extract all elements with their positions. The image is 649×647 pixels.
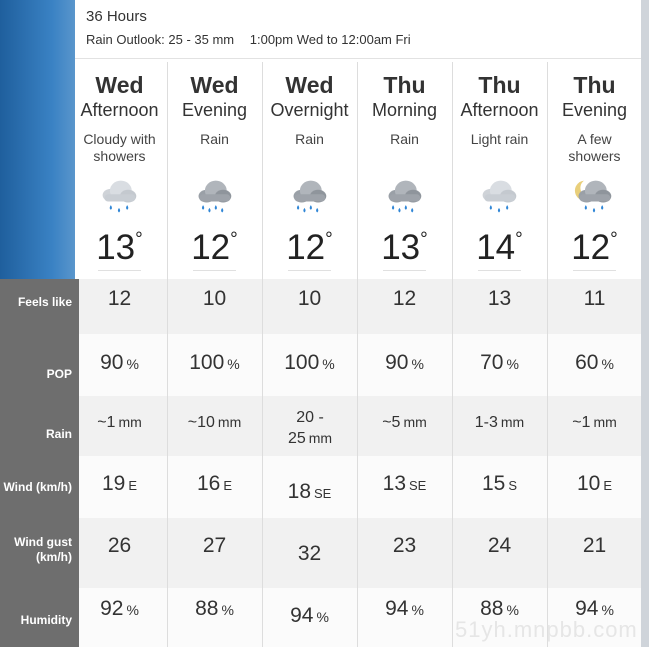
- feels-like-cell: [72, 287, 167, 311]
- percent-unit: %: [316, 609, 329, 625]
- day-name: Wed: [285, 72, 334, 98]
- percent-unit: %: [506, 602, 519, 618]
- humidity-value: 94: [385, 597, 409, 620]
- cloud-heavy-rain-icon: [287, 177, 331, 217]
- temperature-value: 14: [476, 228, 516, 267]
- temperature: [72, 228, 167, 268]
- wind-speed: 18: [287, 480, 311, 503]
- cloud-heavy-rain-icon: [382, 177, 426, 217]
- feels-like-cell: [547, 287, 642, 311]
- pop-cell: [72, 351, 167, 375]
- percent-unit: %: [506, 356, 519, 372]
- condition-text: Cloudy with showers: [83, 131, 156, 164]
- period-name: Evening: [181, 100, 248, 120]
- wind-direction: SE: [314, 486, 332, 501]
- degree-symbol: °: [515, 229, 523, 250]
- percent-unit: %: [227, 356, 240, 372]
- pop-value: 70: [480, 351, 504, 374]
- wind-gust-cell: [167, 534, 262, 558]
- temperature: [167, 228, 262, 268]
- temperature: [452, 228, 547, 268]
- percent-unit: %: [126, 602, 139, 618]
- wind-speed: 13: [382, 472, 406, 495]
- wind-gust-cell: [357, 534, 452, 558]
- percent-unit: %: [601, 602, 614, 618]
- wind-gust-cell: [72, 534, 167, 558]
- temperature-value: 12: [571, 228, 611, 267]
- percent-unit: %: [126, 356, 139, 372]
- wind-direction: SE: [409, 478, 427, 493]
- percent-unit: %: [322, 356, 335, 372]
- day-name: Thu: [573, 72, 616, 98]
- mm-unit: mm: [217, 414, 242, 430]
- pop-cell: [262, 351, 357, 375]
- percent-unit: %: [411, 356, 424, 372]
- period-range: 1:00pm Wed to 12:00am Fri: [249, 32, 411, 47]
- degree-symbol: °: [420, 229, 428, 250]
- wind-speed: 15: [481, 472, 506, 495]
- condition-text: A few showers: [568, 131, 621, 164]
- feels-like-value: 10: [297, 287, 322, 310]
- wind-speed: 10: [576, 472, 601, 495]
- label-humidity: Humidity: [20, 613, 72, 627]
- wind-gust-value: 24: [487, 534, 512, 557]
- rain-value: ~1: [97, 414, 116, 431]
- rain-outlook: Rain Outlook: 25 - 35 mm: [86, 32, 235, 47]
- temperature-value: 13: [96, 228, 136, 267]
- rain-cell: [357, 414, 452, 432]
- wind-cell: [262, 480, 357, 504]
- temperature-underline: [573, 270, 616, 271]
- humidity-cell: [357, 597, 452, 621]
- wind-cell: [452, 472, 547, 496]
- temperature: [547, 228, 642, 268]
- humidity-value: 94: [290, 604, 314, 627]
- forecast-subtitle: [86, 32, 423, 47]
- forecast-title: 36 Hours: [86, 8, 147, 25]
- feels-like-cell: [357, 287, 452, 311]
- humidity-cell: [167, 597, 262, 621]
- pop-cell: [452, 351, 547, 375]
- temperature-value: 13: [381, 228, 421, 267]
- mm-unit: mm: [500, 414, 525, 430]
- condition-text: Rain: [390, 131, 419, 147]
- wind-gust-value: 27: [202, 534, 227, 557]
- feels-like-cell: [262, 287, 357, 311]
- label-wind: Wind (km/h): [3, 480, 72, 494]
- feels-like-value: 13: [487, 287, 512, 310]
- rain-value: 1-3: [474, 414, 498, 431]
- watermark: 51yh.mnpbb.com: [455, 617, 638, 642]
- pop-value: 60: [575, 351, 599, 374]
- feels-like-value: 11: [583, 287, 606, 310]
- rain-cell: [452, 414, 547, 432]
- condition-text: Light rain: [470, 131, 529, 147]
- cloud-heavy-rain-icon: [192, 177, 236, 217]
- rain-value: ~1: [572, 414, 591, 431]
- wind-speed: 16: [196, 472, 221, 495]
- label-feels-like: Feels like: [17, 295, 72, 309]
- period-name: Overnight: [270, 100, 349, 120]
- period-name: Afternoon: [80, 100, 159, 120]
- day-name: Wed: [190, 72, 239, 98]
- feels-like-cell: [167, 287, 262, 311]
- period-name: Evening: [561, 100, 628, 120]
- rain-cell: [72, 414, 167, 432]
- temperature-underline: [193, 270, 236, 271]
- feels-like-value: 12: [107, 287, 132, 310]
- wind-gust-value: 26: [107, 534, 132, 557]
- mm-unit: mm: [403, 414, 427, 430]
- wind-gust-cell: [262, 542, 357, 566]
- wind-direction: E: [223, 478, 233, 493]
- cloud-light-rain-icon: [477, 177, 521, 217]
- temperature-value: 12: [286, 228, 326, 267]
- wind-gust-cell: [547, 534, 642, 558]
- wind-cell: [167, 472, 262, 496]
- temperature-underline: [383, 270, 426, 271]
- humidity-value: 94: [575, 597, 599, 620]
- rain-cell: [167, 414, 262, 432]
- row-label-column: [0, 279, 79, 647]
- temperature-value: 12: [191, 228, 231, 267]
- temperature: [357, 228, 452, 268]
- degree-symbol: °: [230, 229, 238, 250]
- pop-value: 90: [100, 351, 124, 374]
- wind-cell: [72, 472, 167, 496]
- condition-text: Rain: [200, 131, 229, 147]
- percent-unit: %: [601, 356, 614, 372]
- page-background-right: [641, 0, 649, 647]
- rain-value: ~10: [187, 414, 215, 431]
- humidity-value: 88: [480, 597, 504, 620]
- period-name: Afternoon: [460, 100, 539, 120]
- cloud-rain-icon: [97, 177, 141, 217]
- rain-value: 20 - 25: [287, 409, 324, 447]
- wind-speed: 19: [101, 472, 126, 495]
- degree-symbol: °: [135, 229, 143, 250]
- feels-like-value: 12: [392, 287, 417, 310]
- wind-gust-value: 23: [392, 534, 417, 557]
- percent-unit: %: [411, 602, 424, 618]
- label-rain: Rain: [45, 427, 72, 441]
- wind-cell: [357, 472, 452, 496]
- rain-cell: [547, 414, 642, 432]
- pop-value: 100: [189, 351, 225, 374]
- temperature: [262, 228, 357, 268]
- humidity-cell: [262, 604, 357, 628]
- wind-direction: E: [603, 478, 613, 493]
- moon-cloud-rain-icon: [572, 177, 616, 217]
- header-divider: [75, 58, 641, 59]
- percent-unit: %: [221, 602, 234, 618]
- wind-gust-value: 32: [297, 542, 322, 565]
- label-wind-gust: Wind gust (km/h): [14, 535, 72, 564]
- wind-direction: E: [128, 478, 138, 493]
- humidity-value: 92: [100, 597, 124, 620]
- pop-cell: [357, 351, 452, 375]
- day-name: Thu: [383, 72, 426, 98]
- wind-gust-cell: [452, 534, 547, 558]
- pop-value: 100: [284, 351, 320, 374]
- pop-value: 90: [385, 351, 409, 374]
- humidity-cell: [72, 597, 167, 621]
- pop-cell: [167, 351, 262, 375]
- rain-value: ~5: [382, 414, 401, 431]
- wind-direction: S: [508, 478, 518, 493]
- pop-cell: [547, 351, 642, 375]
- temperature-underline: [288, 270, 331, 271]
- label-pop: POP: [46, 367, 72, 381]
- mm-unit: mm: [118, 414, 142, 430]
- humidity-value: 88: [195, 597, 219, 620]
- day-name: Thu: [478, 72, 521, 98]
- mm-unit: mm: [593, 414, 617, 430]
- day-name: Wed: [95, 72, 144, 98]
- temperature-underline: [478, 270, 521, 271]
- wind-gust-value: 21: [582, 534, 607, 557]
- wind-cell: [547, 472, 642, 496]
- feels-like-cell: [452, 287, 547, 311]
- degree-symbol: °: [325, 229, 333, 250]
- rain-cell: [280, 408, 340, 449]
- temperature-underline: [98, 270, 141, 271]
- mm-unit: mm: [308, 430, 333, 446]
- degree-symbol: °: [610, 229, 618, 250]
- feels-like-value: 10: [202, 287, 227, 310]
- period-name: Morning: [371, 100, 438, 120]
- condition-text: Rain: [295, 131, 324, 147]
